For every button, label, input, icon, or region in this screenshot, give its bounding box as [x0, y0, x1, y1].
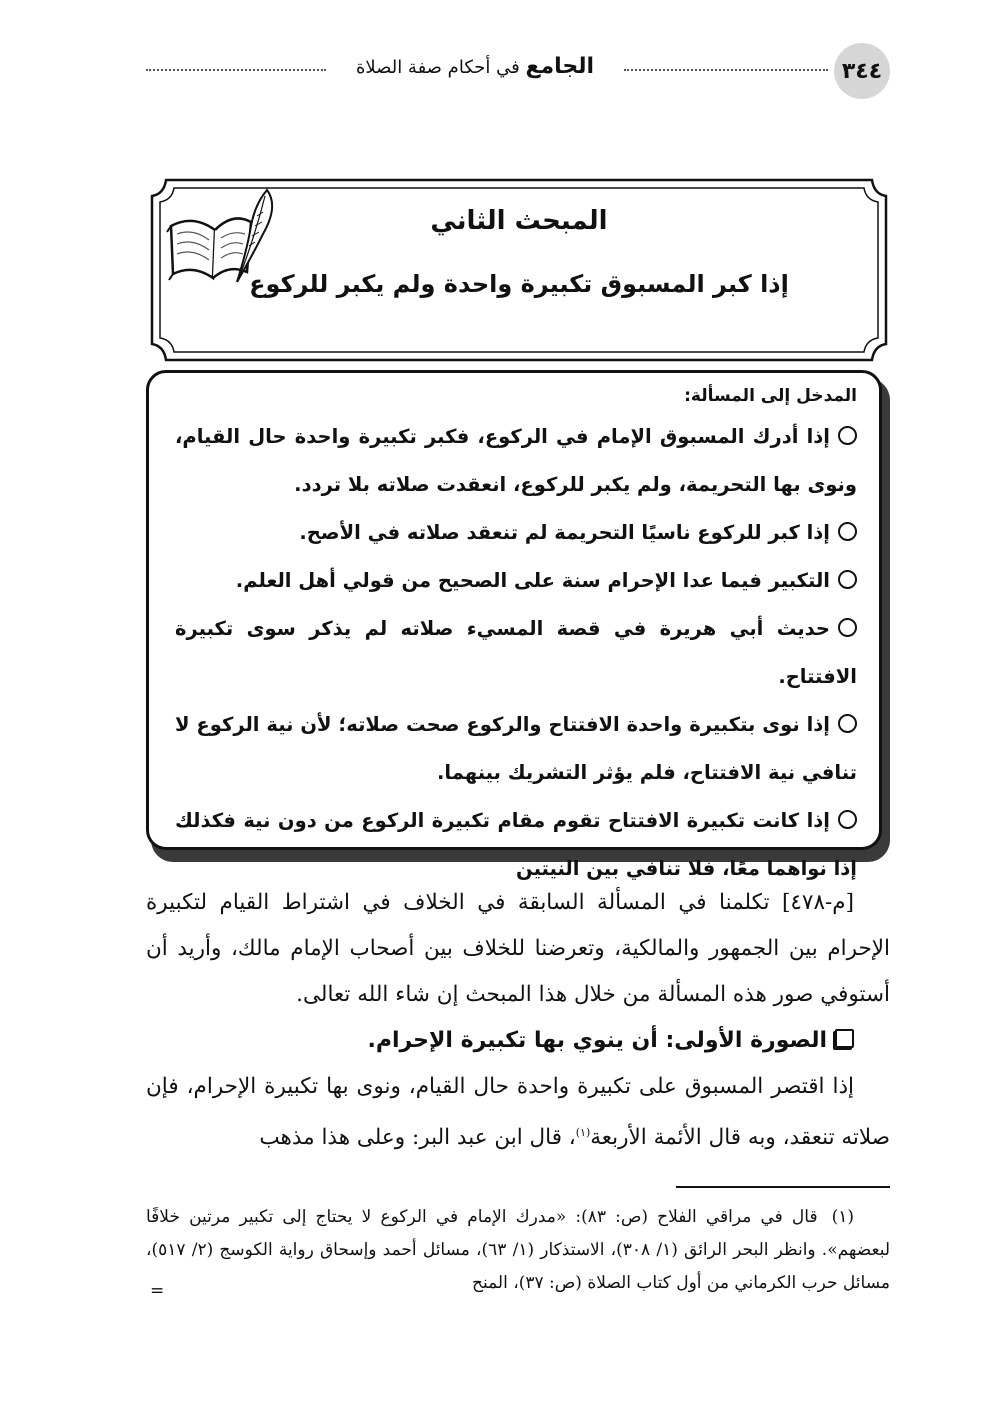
paragraph-intro: [م-٤٧٨] تكلمنا في المسألة السابقة في الخلاف في اشتراط القيام لتكبيرة الإحرام بين الجمهور والمالكية، وتعرضنا للخلاف بين أصحاب الإمام مالك، وأريد أن أستوفي صور هذه المسألة من خلال هذا المبحث إن شاء الله تعالى. [146, 890, 890, 1007]
footnote-separator [676, 1186, 890, 1188]
circle-bullet-icon [838, 618, 857, 637]
summary-item: التكبير فيما عدا الإحرام سنة على الصحيح من قولي أهل العلم. [175, 557, 857, 605]
section-subtitle: إذا كبر المسبوق تكبيرة واحدة ولم يكبر للركوع [249, 270, 789, 298]
summary-heading: المدخل إلى المسألة: [684, 386, 857, 406]
paragraph-first-case: إذا اقتصر المسبوق على تكبيرة واحدة حال القيام، ونوى بها تكبيرة الإحرام، فإن صلاته تنعقد، وبه قال الأئمة الأربعة$^{(١)}$، قال ابن عبد البر: وعلى هذا مذهب [146, 1074, 890, 1151]
footnote-number: (١) [831, 1207, 854, 1227]
summary-box [146, 370, 882, 880]
circle-bullet-icon [838, 714, 857, 733]
page-number: ٣٤٤ [834, 43, 890, 99]
footnote-1: (١)قال في مراقي الفلاح (ص: ٨٣): «مدرك الإمام في الركوع لا يحتاج إلى تكبير مرتين خلافًا لبعضهم». وانظر البحر الرائق (١/ ٣٠٨)، الاستذكار (١/ ٦٣)، مسائل أحمد وإسحاق رواية الكوسج (٢/ ٥١٧)، مسائل حرب الكرماني من أول كتاب الصلاة (ص: ٣٧)، المنح [146, 1207, 891, 1293]
summary-item: إذا كانت تكبيرة الافتتاح تقوم مقام تكبيرة الركوع من دون نية فكذلك إذا نواهما معًا، فلا تنافي بين النيتين [175, 809, 857, 880]
circle-bullet-icon [838, 810, 857, 829]
circle-bullet-icon [838, 570, 857, 589]
footnotes [146, 1201, 890, 1300]
book-title-fi: في [496, 57, 520, 78]
header-leader-left [146, 69, 326, 71]
circle-bullet-icon [838, 426, 857, 445]
summary-item: إذا أدرك المسبوق الإمام في الركوع، فكبر تكبيرة واحدة حال القيام، ونوى بها التحريمة، ولم يكبر للركوع، انعقدت صلاته بلا تردد. [175, 425, 857, 496]
header-leader-right [624, 69, 828, 71]
summary-item: إذا كبر للركوع ناسيًا التحريمة لم تنعقد صلاته في الأصح. [175, 509, 857, 557]
square-bullet-icon [835, 1029, 854, 1048]
continuation-mark: = [150, 1281, 165, 1301]
circle-bullet-icon [838, 522, 857, 541]
book-title-rest: أحكام صفة الصلاة [355, 57, 491, 78]
summary-item: حديث أبي هريرة في قصة المسيء صلاته لم يذكر سوى تكبيرة الافتتاح. [175, 617, 857, 688]
book-title: الجامع [525, 54, 595, 79]
subheading-first-case: الصورة الأولى: أن ينوي بها تكبيرة الإحرام. [146, 1018, 890, 1064]
section-title: المبحث الثاني [430, 206, 608, 236]
running-header [334, 54, 616, 79]
summary-item: إذا نوى بتكبيرة واحدة الافتتاح والركوع صحت صلاته؛ لأن نية الركوع لا تنافي نية الافتتاح، فلم يؤثر التشريك بينهما. [175, 713, 857, 784]
footnote-reference[interactable]: (١) [575, 1126, 591, 1139]
body-text [146, 880, 890, 1161]
